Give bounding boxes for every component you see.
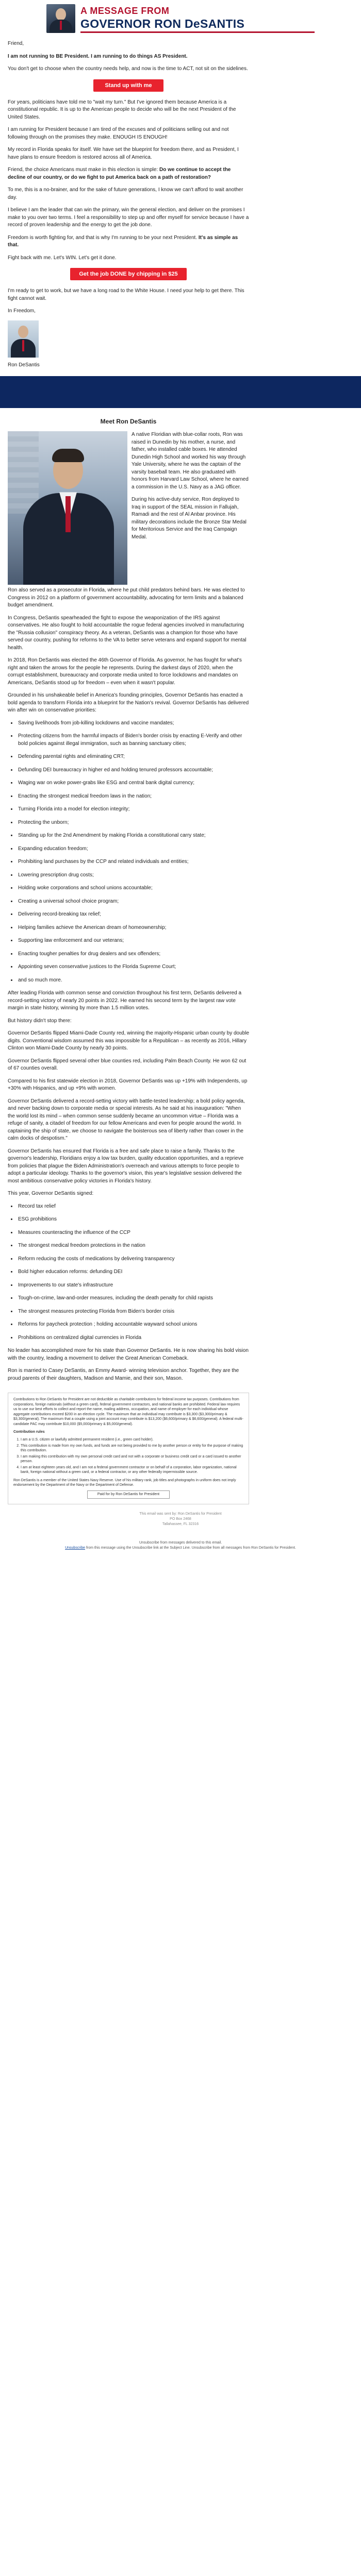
list-item: 2. This contribution is made from my own funds, and funds are not being provided to me by another person or entity for the purpose of making this contribution. [21,1444,243,1453]
letter-paragraph: I'm ready to get to work, but we have a long road to the White House. I need your help to get there. This fight cannot wait. [8,288,244,301]
header-banner [46,4,315,33]
list-item: • Record tax relief [17,1203,249,1211]
letter-paragraph: My record in Florida speaks for itself. We have set the blueprint for freedom there, and as President, I have plans to ensure freedom is restored across all of America. [8,147,239,160]
list-item: • Delivering record-breaking tax relief; [17,911,249,919]
sender-address [0,1512,361,1527]
list-item: • and so much more. [17,977,249,985]
list-item: • Defending parental rights and eliminating CRT; [17,753,249,761]
meet-paragraph: Governor DeSantis delivered a record-setting victory with battle-tested leadership; a bold policy agenda, and never backing down to corporate media or special interests. As he said at his inauguration: "When the world lost its mind – when common sense suddenly became an uncommon virtue – Florida was a refuge of sanity, a citadel of freedom for our fellow Americans and even for people around the world. In captaining the ship of state, we choose to navigate the boisterous sea of liberty rather than cower in the calm docks of despotism." [8,1098,245,1142]
bio-portrait [8,431,127,585]
list-item: • Reforms for paycheck protection ; holding accountable wayward school unions [17,1321,249,1329]
greeting: Friend, [8,41,24,46]
list-item: • Reform reducing the costs of medications by delivering transparency [17,1256,249,1263]
meet-paragraph: This year, Governor DeSantis signed: [8,1191,94,1197]
unsubscribe-tail: from this message using the Unsubscribe link at the Subject Line. Unsubscribe from all messages from Ron DeSantis for President. [85,1546,296,1550]
meet-paragraph: Governor DeSantis flipped Miami-Dade County red, winning the majority-Hispanic urban county by double digits. Conventional wisdom assumed this was impossible for a Republican – as recently as 2016, Hillary Clinton won Miami-Dade County by nearly 30 points. [8,1030,250,1052]
stand-up-button[interactable]: Stand up with me [93,79,163,92]
meet-paragraph: Ron is married to Casey DeSantis, an Emmy Award- winning television anchor. Together, they are the proud parents of their daughters, Madison and Mamie, and their son, Mason. [8,1368,239,1381]
section-divider-band [0,376,361,408]
meet-paragraph: Governor DeSantis has ensured that Florida is a free and safe place to raise a family. Thanks to the governor's leadership, Floridians enjoy a low tax burden, quality education opportunities, and a reprieve from policies that plague the Biden Administration's overreach and various attempts to force people to adopt a particular ideology. Thanks to the governor's vision, this year's legislative session delivered the most ambitious conservative policy victories in Florida's history. [8,1148,244,1184]
meet-paragraph: Grounded in his unshakeable belief in America's founding principles, Governor DeSantis has enacted a bold agenda to transform Florida into a blueprint for the Nation's revival. Governor DeSantis has delivered win after win on conservative priorities: [8,692,249,714]
bio-paragraph: During his active-duty service, Ron deployed to Iraq in support of the SEAL mission in Fallujah, Ramadi and the rest of Al Anbar province. His military decorations include the Bronze Star Medal for Meritorious Service and the Iraq Campaign Medal. [132,497,247,540]
list-item: • Creating a universal school choice program; [17,898,249,906]
meet-paragraph: After leading Florida with common sense and conviction throughout his first term, DeSantis delivered a record-setting victory of nearly 20 points in 2022. He earned his second term by the largest raw vote margin in state history, winning by more than 1.5 million votes. [8,990,242,1011]
letter-paragraph: Fight back with me. Let's WIN. Let's get it done. [8,255,117,261]
meet-paragraph: Compared to his first statewide election in 2018, Governor DeSantis was up +19% with Independents, up +30% with Hispanics, and up +9% with women. [8,1078,248,1092]
military-note: Ron DeSantis is a member of the United States Navy Reserve. Use of his military rank, job titles and photographs in uniform does not imply endorsement by the Department of the Navy or the Department of Defense. [13,1478,236,1487]
list-item: • Supporting law enforcement and our veterans; [17,937,249,945]
address-line: PO Box 2468 [170,1517,191,1521]
meet-paragraph: But history didn't stop there: [8,1018,72,1024]
email-header [0,0,361,37]
list-item: • Prohibitions on centralized digital currencies in Florida [17,1334,249,1342]
unsubscribe-area [0,1540,361,1555]
list-item: • Tough-on-crime, law-and-order measures, including the death penalty for child rapists [17,1295,249,1302]
list-item: • Improvements to our state's infrastructure [17,1282,249,1290]
list-item: • Expanding education freedom; [17,845,249,853]
list-item: • Enacting tougher penalties for drug dealers and sex offenders; [17,951,249,958]
signed-list [17,1203,249,1342]
list-item: • Bold higher education reforms: defunding DEI [17,1268,249,1276]
meet-paragraph: In 2018, Ron DeSantis was elected the 46th Governor of Florida. As governor, he has fought for what's right and taken the arrows for the people he represents. During the darkest days of 2020, when the corrupt establishment, bureaucracy and corporate media united to force lockdowns and mandates on Americans, DeSantis stood up for freedom – even when it wasn't popular. [8,657,242,686]
meet-paragraph: Ron also served as a prosecutor in Florida, where he put child predators behind bars. He was elected to Congress in 2012 on a platform of government accountability, advocating for term limits and a balanced budget amendment. [8,587,245,608]
signature-name: Ron DeSantis [8,362,40,368]
rules-title: Contribution rules [13,1430,45,1434]
letter-paragraph: For years, politicians have told me to "wait my turn." But I've ignored them because America is a constitutional republic. It is up to the American people to decide who will be the next President of the United States. [8,99,236,120]
bio-block [8,431,249,587]
list-item: • Protecting the unborn; [17,819,249,827]
list-item: • Saving livelihoods from job-killing lockdowns and vaccine mandates; [17,720,249,727]
list-item: • Measures counteracting the influence of the CCP [17,1229,249,1237]
header-portrait [46,4,75,33]
paid-for-label: Paid for by Ron DeSantis for President [87,1490,170,1498]
list-item: • Lowering prescription drug costs; [17,872,249,879]
list-item: • Appointing seven conservative justices to the Florida Supreme Court; [17,963,249,971]
lead-statement: I am not running to BE President. I am running to do things AS President. [8,53,188,59]
list-item: • Helping families achieve the American dream of homeownership; [17,924,249,932]
meet-paragraph: Governor DeSantis flipped several other blue counties red, including Palm Beach County. He won 62 out of 67 counties overall. [8,1058,247,1072]
meet-paragraph: In Congress, DeSantis spearheaded the fight to expose the weaponization of the IRS against conservatives. He also fought to hold accountable the rogue federal agencies involved in manufacturing the "Russia collusion" conspiracy theory. As a veteran, DeSantis was a champion for those who have served our country, pushing for reforms to the VA to better serve veterans and expand support for mental health. [8,615,247,651]
list-item: • The strongest medical freedom protections in the nation [17,1242,249,1250]
disclaimer-text: Contributions to Ron DeSantis for President are not deductible as charitable contributions for federal income tax purposes. Contributions from corporations, foreign nationals (without a green card), federal government contractors, and national banks are prohibited. Federal law requires us to use our best efforts to collect and report the name, mailing address, occupation, and name of employer for each individual whose aggregate contributions exceed $200 in an election cycle. The maximum that an individual may contribute is $3,300 ($3,300/primary & $3,300/general). The maximum that a couple using a joint account may contribute is $13,200 ($6,600/primary & $6,600/general). A federal multi-candidate PAC may contribute $10,000 ($5,000/primary & $5,000/general). [13,1398,243,1426]
meet-section [8,417,249,1382]
list-item: • Prohibiting land purchases by the CCP and related individuals and entities; [17,858,249,866]
list-item: 4. I am at least eighteen years old, and I am not a federal government contractor or on behalf of a corporation, labor organization, national bank, foreign national without a green card, or a federal contractor, or any other federally impermissible source. [21,1465,243,1475]
unsubscribe-text: Unsubscribe from messages delivered to this email. [139,1541,222,1545]
list-item: • Protecting citizens from the harmful impacts of Biden's border crisis by enacting E-Verify and other bold policies against illegal immigration, such as banning sanctuary cities; [17,733,249,748]
unsubscribe-link[interactable]: Unsubscribe [65,1546,85,1550]
list-item: 3. I am making this contribution with my own personal credit card and not with a corporate or business credit card or a card issued to another person. [21,1454,243,1464]
header-title: GOVERNOR RON DeSANTIS [80,17,245,31]
header-subtitle: A MESSAGE FROM [80,6,170,16]
list-item: • Defunding DEI bureaucracy in higher ed and holding tenured professors accountable; [17,767,249,774]
disclaimer-box [8,1393,249,1504]
list-item: • Standing up for the 2nd Amendment by making Florida a constitutional carry state; [17,832,249,840]
list-item: • Turning Florida into a model for election integrity; [17,806,249,814]
rules-list [21,1437,243,1475]
donate-25-button[interactable]: Get the job DONE by chipping in $25 [70,268,187,280]
unsubscribe-line [0,1546,361,1551]
letter-paragraph: You don't get to choose when the country needs help, and now is the time to ACT, not sit on the sidelines. [8,66,248,72]
bio-paragraph: A native Floridian with blue-collar roots, Ron was raised in Dunedin by his mother, a nurse, and father, who installed cable boxes. He attended Dunedin High School and worked his way through Yale University, where he was the captain of the varsity baseball team. He also graduated with honors from Harvard Law School, where he earned a commission in the U.S. Navy as a JAG officer. [132,432,249,490]
header-text [80,4,315,32]
letter-paragraph: To me, this is a no-brainer, and for the sake of future generations, I know we can't afford to wait another day. [8,187,243,200]
sender-line: This email was sent by: Ron DeSantis for President [139,1512,222,1516]
list-item: 1. I am a U.S. citizen or lawfully admitted permanent resident (i.e., green card holder). [21,1437,243,1442]
meet-paragraph: No leader has accomplished more for his state than Governor DeSantis. He is now sharing his bold vision with the country, leading a movement to deliver the Great American Comeback. [8,1348,249,1361]
letter-body [8,40,249,369]
meet-title: Meet Ron DeSantis [100,418,157,425]
list-item: • The strongest measures protecting Florida from Biden's border crisis [17,1308,249,1316]
list-item: • Waging war on woke power-grabs like ESG and central bank digital currency; [17,779,249,787]
wins-list [17,720,249,985]
address-line: Tallahassee, FL 32316 [162,1522,199,1527]
signature-portrait [8,320,39,358]
letter-paragraph: Friend, the choice Americans must make in this election is simple: Do we continue to accept the decline of our country, or do we fight to put America back on a path of restoration? [8,167,231,180]
list-item: • ESG prohibitions [17,1216,249,1224]
letter-paragraph: Freedom is worth fighting for, and that is why I'm running to be your next President. It's as simple as that. [8,234,238,248]
list-item: • Holding woke corporations and school unions accountable; [17,885,249,892]
header-rule [80,31,315,33]
letter-paragraph: I am running for President because I am tired of the excuses and of politicians selling out and not following through on the promises they make. ENOUGH IS ENOUGH! [8,127,229,140]
closing: In Freedom, [8,308,36,314]
list-item: • Enacting the strongest medical freedom laws in the nation; [17,793,249,801]
letter-paragraph: I believe I am the leader that can win the primary, win the general election, and deliver on the promises I make to you over two terms. I feel a responsibility to step up and offer myself for service because I have a record of proven leadership and the energy to get the job done. [8,207,249,228]
